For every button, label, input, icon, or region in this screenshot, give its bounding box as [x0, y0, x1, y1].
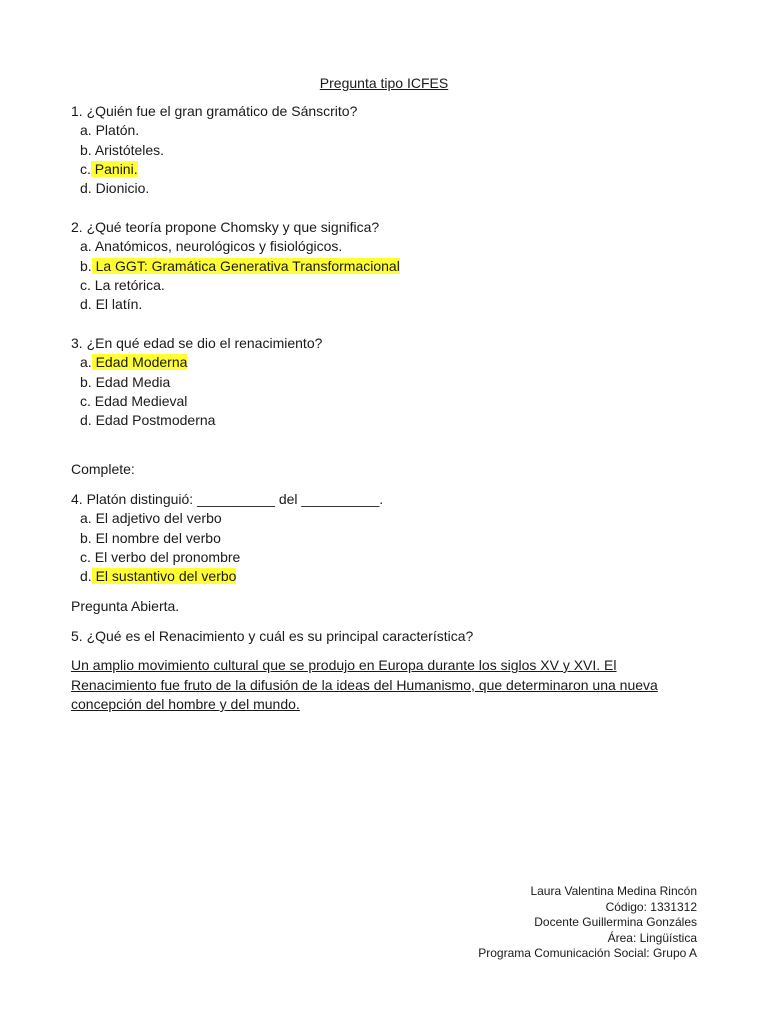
- subject-area: Área: Lingüística: [607, 930, 697, 945]
- question-2: [71, 218, 400, 314]
- question-stem: 4. Platón distinguió: __________ del __________.: [71, 491, 384, 507]
- signature-block: [478, 884, 697, 962]
- complete-label: Complete:: [71, 461, 135, 477]
- program-name: Programa Comunicación Social: Grupo A: [478, 946, 697, 960]
- question-3: [71, 334, 322, 430]
- option-a: a. Anatómicos, neurológicos y fisiológicos.: [80, 238, 343, 255]
- option-a: a. El adjetivo del verbo: [80, 510, 222, 527]
- student-code: Código: 1331312: [605, 899, 697, 914]
- highlighted-answer: La GGT: Gramática Generativa Transformacional: [92, 258, 400, 274]
- option-b: b. Edad Media: [80, 373, 171, 390]
- option-d: d. El latín.: [80, 296, 143, 313]
- highlighted-answer: El sustantivo del verbo: [92, 568, 237, 584]
- question-1: [71, 102, 357, 198]
- option-a: a. Edad Moderna: [80, 354, 188, 371]
- option-c: c. El verbo del pronombre: [80, 548, 241, 565]
- option-b: b. La GGT: Gramática Generativa Transformacional: [80, 257, 400, 274]
- option-b: b. Aristóteles.: [80, 141, 165, 158]
- option-c: c. Panini.: [80, 160, 138, 177]
- option-d: d. El sustantivo del verbo: [80, 568, 237, 585]
- option-d: d. Dionicio.: [80, 180, 150, 197]
- option-b: b. El nombre del verbo: [80, 529, 221, 546]
- question-5-answer: Un amplio movimiento cultural que se produjo en Europa durante los siglos XV y XVI. El Renacimiento fue fruto de la difusión de la ideas del Humanismo, que determinaron una nueva concepción del hombre y del mundo.: [71, 657, 658, 712]
- question-stem: 3. ¿En qué edad se dio el renacimiento?: [71, 335, 323, 351]
- option-c: c. Edad Medieval: [80, 392, 188, 409]
- question-stem: 1. ¿Quién fue el gran gramático de Sánscrito?: [71, 103, 358, 119]
- option-a: a. Platón.: [80, 122, 140, 139]
- option-d: d. Edad Postmoderna: [80, 412, 216, 429]
- question-stem: 2. ¿Qué teoría propone Chomsky y que significa?: [71, 219, 380, 235]
- page-title: Pregunta tipo ICFES: [319, 75, 449, 91]
- highlighted-answer: Edad Moderna: [92, 354, 188, 370]
- highlighted-answer: Panini.: [91, 161, 138, 177]
- teacher-name: Docente Guillermina Gonzáles: [534, 915, 697, 929]
- option-c: c. La retórica.: [80, 276, 165, 293]
- question-5-stem: 5. ¿Qué es el Renacimiento y cuál es su principal característica?: [71, 628, 474, 644]
- student-name: Laura Valentina Medina Rincón: [530, 884, 697, 898]
- open-question-label: Pregunta Abierta.: [71, 598, 180, 614]
- question-4: [71, 490, 383, 586]
